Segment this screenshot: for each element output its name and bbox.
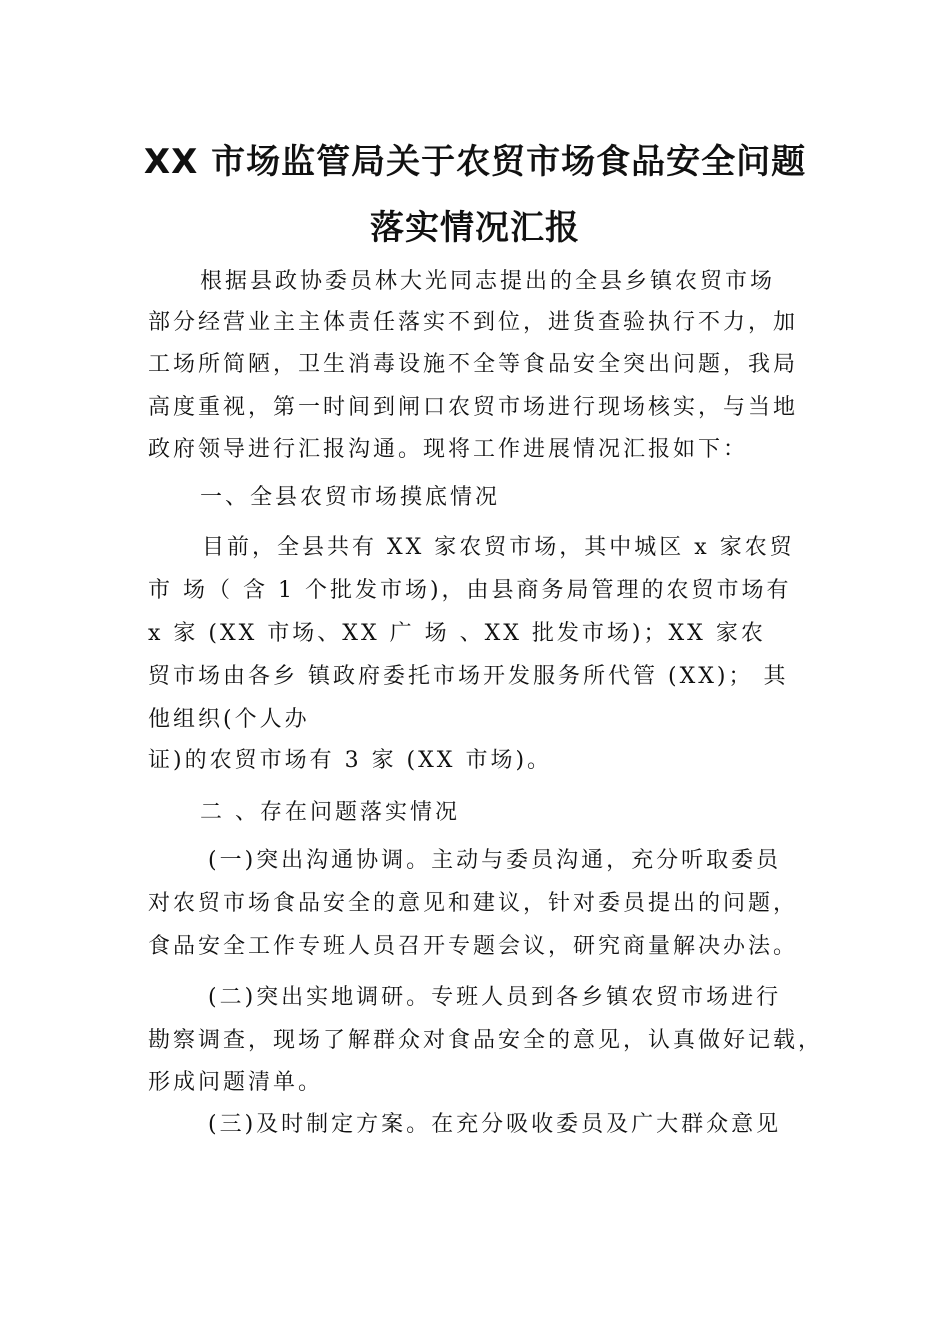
paragraph-line: 目前，全县共有 XX 家农贸市场，其中城区 x 家农贸 [202, 535, 795, 560]
section-heading: 一、全县农贸市场摸底情况 [200, 485, 501, 510]
paragraph-line: 市 场（ 含 1 个批发市场)，由县商务局管理的农贸市场有 [148, 578, 792, 603]
paragraph-line: (一)突出沟通协调。主动与委员沟通，充分听取委员 [208, 848, 782, 873]
paragraph-line: 高度重视，第一时间到闸口农贸市场进行现场核实，与当地 [148, 395, 799, 420]
paragraph-line: (二)突出实地调研。专班人员到各乡镇农贸市场进行 [208, 985, 782, 1010]
document-title-line-2: 落实情况汇报 [370, 208, 580, 248]
paragraph-line: 形成问题清单。 [148, 1070, 324, 1095]
paragraph-line: 部分经营业主主体责任落实不到位，进货查验执行不力，加 [148, 310, 799, 335]
paragraph-line: 根据县政协委员林大光同志提出的全县乡镇农贸市场 [200, 269, 776, 294]
paragraph-line: 勘察调查，现场了解群众对食品安全的意见，认真做好记载， [148, 1028, 824, 1053]
paragraph-line: (三)及时制定方案。在充分吸收委员及广大群众意见 [208, 1112, 782, 1137]
paragraph-line: 对农贸市场食品安全的意见和建议，针对委员提出的问题， [148, 891, 799, 916]
paragraph-line: 工场所简陋，卫生消毒设施不全等食品安全突出问题，我局 [148, 352, 799, 377]
paragraph-line: x 家 (XX 市场、XX 广 场 、XX 批发市场)；XX 家农 [148, 621, 766, 646]
section-heading: 二 、存在问题落实情况 [200, 800, 460, 825]
paragraph-line: 贸市场由各乡 镇政府委托市场开发服务所代管 (XX)； 其 [148, 664, 789, 689]
paragraph-line: 食品安全工作专班人员召开专题会议，研究商量解决办法。 [148, 934, 799, 959]
paragraph-line: 政府领导进行汇报沟通。现将工作进展情况汇报如下： [148, 437, 749, 462]
paragraph-line: 证)的农贸市场有 3 家 (XX 市场)。 [148, 748, 553, 773]
paragraph-line: 他组织(个人办 [148, 707, 310, 732]
document-title-line-1: XX 市场监管局关于农贸市场食品安全问题 [143, 142, 807, 182]
